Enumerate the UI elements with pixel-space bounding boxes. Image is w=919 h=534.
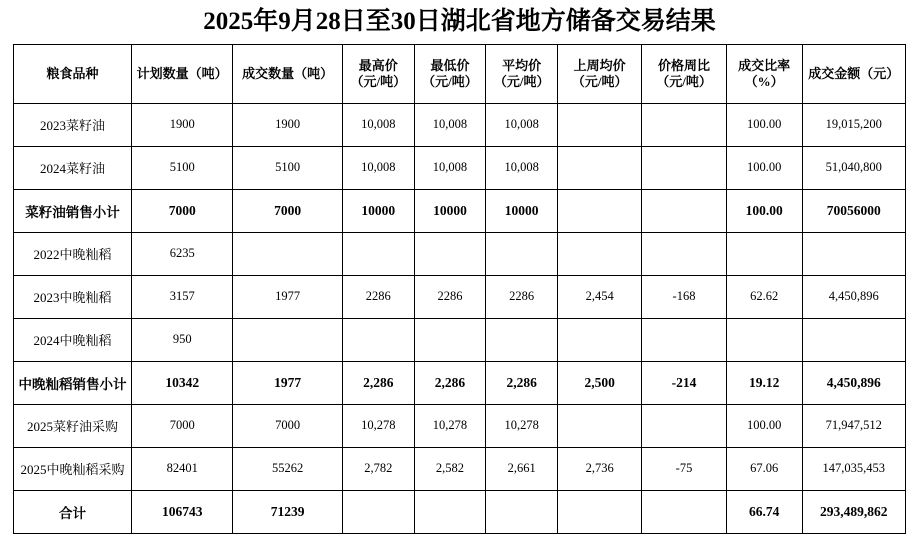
column-header-trade-amount: 成交金额（元） (802, 44, 905, 103)
cell-price-week-change: -75 (642, 447, 726, 490)
column-header-variety: 粮食品种 (14, 44, 132, 103)
cell-last-week-average-price (558, 189, 642, 232)
cell-highest-price: 10,008 (342, 146, 414, 189)
cell-lowest-price (414, 232, 486, 275)
cell-last-week-average-price (558, 404, 642, 447)
cell-trade-amount (802, 318, 905, 361)
cell-price-week-change: -168 (642, 275, 726, 318)
cell-variety: 2025菜籽油采购 (14, 404, 132, 447)
cell-lowest-price: 10,008 (414, 146, 486, 189)
cell-highest-price: 2,782 (342, 447, 414, 490)
table-row (14, 318, 906, 361)
table-header (14, 44, 906, 103)
table-header-row (14, 44, 906, 103)
cell-trade-amount: 4,450,896 (802, 361, 905, 404)
cell-last-week-average-price: 2,500 (558, 361, 642, 404)
cell-trade-amount: 4,450,896 (802, 275, 905, 318)
table-row (14, 404, 906, 447)
cell-traded-quantity: 55262 (233, 447, 343, 490)
cell-highest-price (342, 318, 414, 361)
cell-planned-quantity: 106743 (132, 490, 233, 533)
column-header-average-price: 平均价（元/吨） (486, 44, 558, 103)
cell-average-price: 2286 (486, 275, 558, 318)
cell-average-price: 10,278 (486, 404, 558, 447)
cell-variety: 2023菜籽油 (14, 103, 132, 146)
cell-planned-quantity: 950 (132, 318, 233, 361)
cell-variety: 菜籽油销售小计 (14, 189, 132, 232)
cell-planned-quantity: 6235 (132, 232, 233, 275)
cell-variety: 中晚籼稻销售小计 (14, 361, 132, 404)
cell-variety: 合计 (14, 490, 132, 533)
cell-average-price (486, 490, 558, 533)
cell-lowest-price: 10000 (414, 189, 486, 232)
cell-highest-price (342, 490, 414, 533)
table-row (14, 275, 906, 318)
cell-trade-ratio: 100.00 (726, 103, 802, 146)
table-row (14, 447, 906, 490)
cell-trade-ratio: 62.62 (726, 275, 802, 318)
cell-trade-ratio: 100.00 (726, 146, 802, 189)
column-header-lowest-price: 最低价（元/吨） (414, 44, 486, 103)
cell-variety: 2023中晚籼稻 (14, 275, 132, 318)
cell-trade-amount: 19,015,200 (802, 103, 905, 146)
page-title: 2025年9月28日至30日湖北省地方储备交易结果 (203, 8, 716, 35)
column-header-planned-quantity: 计划数量（吨） (132, 44, 233, 103)
cell-trade-amount: 293,489,862 (802, 490, 905, 533)
cell-planned-quantity: 10342 (132, 361, 233, 404)
cell-average-price: 10000 (486, 189, 558, 232)
cell-traded-quantity: 1977 (233, 361, 343, 404)
table-row (14, 103, 906, 146)
cell-highest-price: 10,008 (342, 103, 414, 146)
cell-traded-quantity: 1977 (233, 275, 343, 318)
cell-trade-ratio: 66.74 (726, 490, 802, 533)
cell-variety: 2022中晚籼稻 (14, 232, 132, 275)
cell-trade-ratio (726, 232, 802, 275)
cell-variety: 2024菜籽油 (14, 146, 132, 189)
cell-average-price: 2,286 (486, 361, 558, 404)
column-header-last-week-average-price: 上周均价（元/吨） (558, 44, 642, 103)
cell-lowest-price (414, 318, 486, 361)
cell-price-week-change: -214 (642, 361, 726, 404)
cell-traded-quantity: 5100 (233, 146, 343, 189)
cell-last-week-average-price (558, 103, 642, 146)
cell-price-week-change (642, 318, 726, 361)
cell-trade-ratio: 100.00 (726, 189, 802, 232)
table-row-subtotal (14, 189, 906, 232)
cell-lowest-price: 2286 (414, 275, 486, 318)
cell-highest-price: 2,286 (342, 361, 414, 404)
table-body (14, 103, 906, 533)
cell-price-week-change (642, 404, 726, 447)
cell-average-price (486, 318, 558, 361)
cell-price-week-change (642, 189, 726, 232)
cell-traded-quantity: 7000 (233, 404, 343, 447)
cell-price-week-change (642, 232, 726, 275)
cell-price-week-change (642, 146, 726, 189)
cell-traded-quantity (233, 318, 343, 361)
column-header-trade-ratio: 成交比率（%） (726, 44, 802, 103)
cell-average-price: 2,661 (486, 447, 558, 490)
cell-last-week-average-price (558, 146, 642, 189)
cell-average-price: 10,008 (486, 103, 558, 146)
cell-planned-quantity: 5100 (132, 146, 233, 189)
cell-price-week-change (642, 490, 726, 533)
cell-lowest-price: 10,008 (414, 103, 486, 146)
cell-trade-ratio (726, 318, 802, 361)
cell-traded-quantity: 7000 (233, 189, 343, 232)
cell-trade-ratio: 100.00 (726, 404, 802, 447)
cell-average-price (486, 232, 558, 275)
cell-highest-price: 2286 (342, 275, 414, 318)
table-row-total (14, 490, 906, 533)
cell-traded-quantity: 71239 (233, 490, 343, 533)
cell-planned-quantity: 7000 (132, 189, 233, 232)
cell-highest-price: 10,278 (342, 404, 414, 447)
trading-results-table (13, 44, 906, 534)
cell-trade-amount (802, 232, 905, 275)
cell-trade-amount: 147,035,453 (802, 447, 905, 490)
column-header-traded-quantity: 成交数量（吨） (233, 44, 343, 103)
cell-variety: 2025中晚籼稻采购 (14, 447, 132, 490)
column-header-price-week-change: 价格周比（元/吨） (642, 44, 726, 103)
cell-trade-amount: 51,040,800 (802, 146, 905, 189)
cell-planned-quantity: 82401 (132, 447, 233, 490)
cell-traded-quantity (233, 232, 343, 275)
cell-variety: 2024中晚籼稻 (14, 318, 132, 361)
cell-trade-ratio: 67.06 (726, 447, 802, 490)
table-row (14, 232, 906, 275)
cell-last-week-average-price (558, 490, 642, 533)
cell-lowest-price: 2,286 (414, 361, 486, 404)
cell-planned-quantity: 3157 (132, 275, 233, 318)
cell-trade-ratio: 19.12 (726, 361, 802, 404)
cell-highest-price: 10000 (342, 189, 414, 232)
cell-planned-quantity: 7000 (132, 404, 233, 447)
cell-last-week-average-price (558, 318, 642, 361)
cell-lowest-price (414, 490, 486, 533)
cell-lowest-price: 2,582 (414, 447, 486, 490)
cell-highest-price (342, 232, 414, 275)
cell-trade-amount: 71,947,512 (802, 404, 905, 447)
cell-price-week-change (642, 103, 726, 146)
cell-planned-quantity: 1900 (132, 103, 233, 146)
cell-last-week-average-price: 2,736 (558, 447, 642, 490)
cell-trade-amount: 70056000 (802, 189, 905, 232)
cell-traded-quantity: 1900 (233, 103, 343, 146)
cell-lowest-price: 10,278 (414, 404, 486, 447)
table-row-subtotal (14, 361, 906, 404)
cell-average-price: 10,008 (486, 146, 558, 189)
table-row (14, 146, 906, 189)
cell-last-week-average-price (558, 232, 642, 275)
cell-last-week-average-price: 2,454 (558, 275, 642, 318)
column-header-highest-price: 最高价（元/吨） (342, 44, 414, 103)
